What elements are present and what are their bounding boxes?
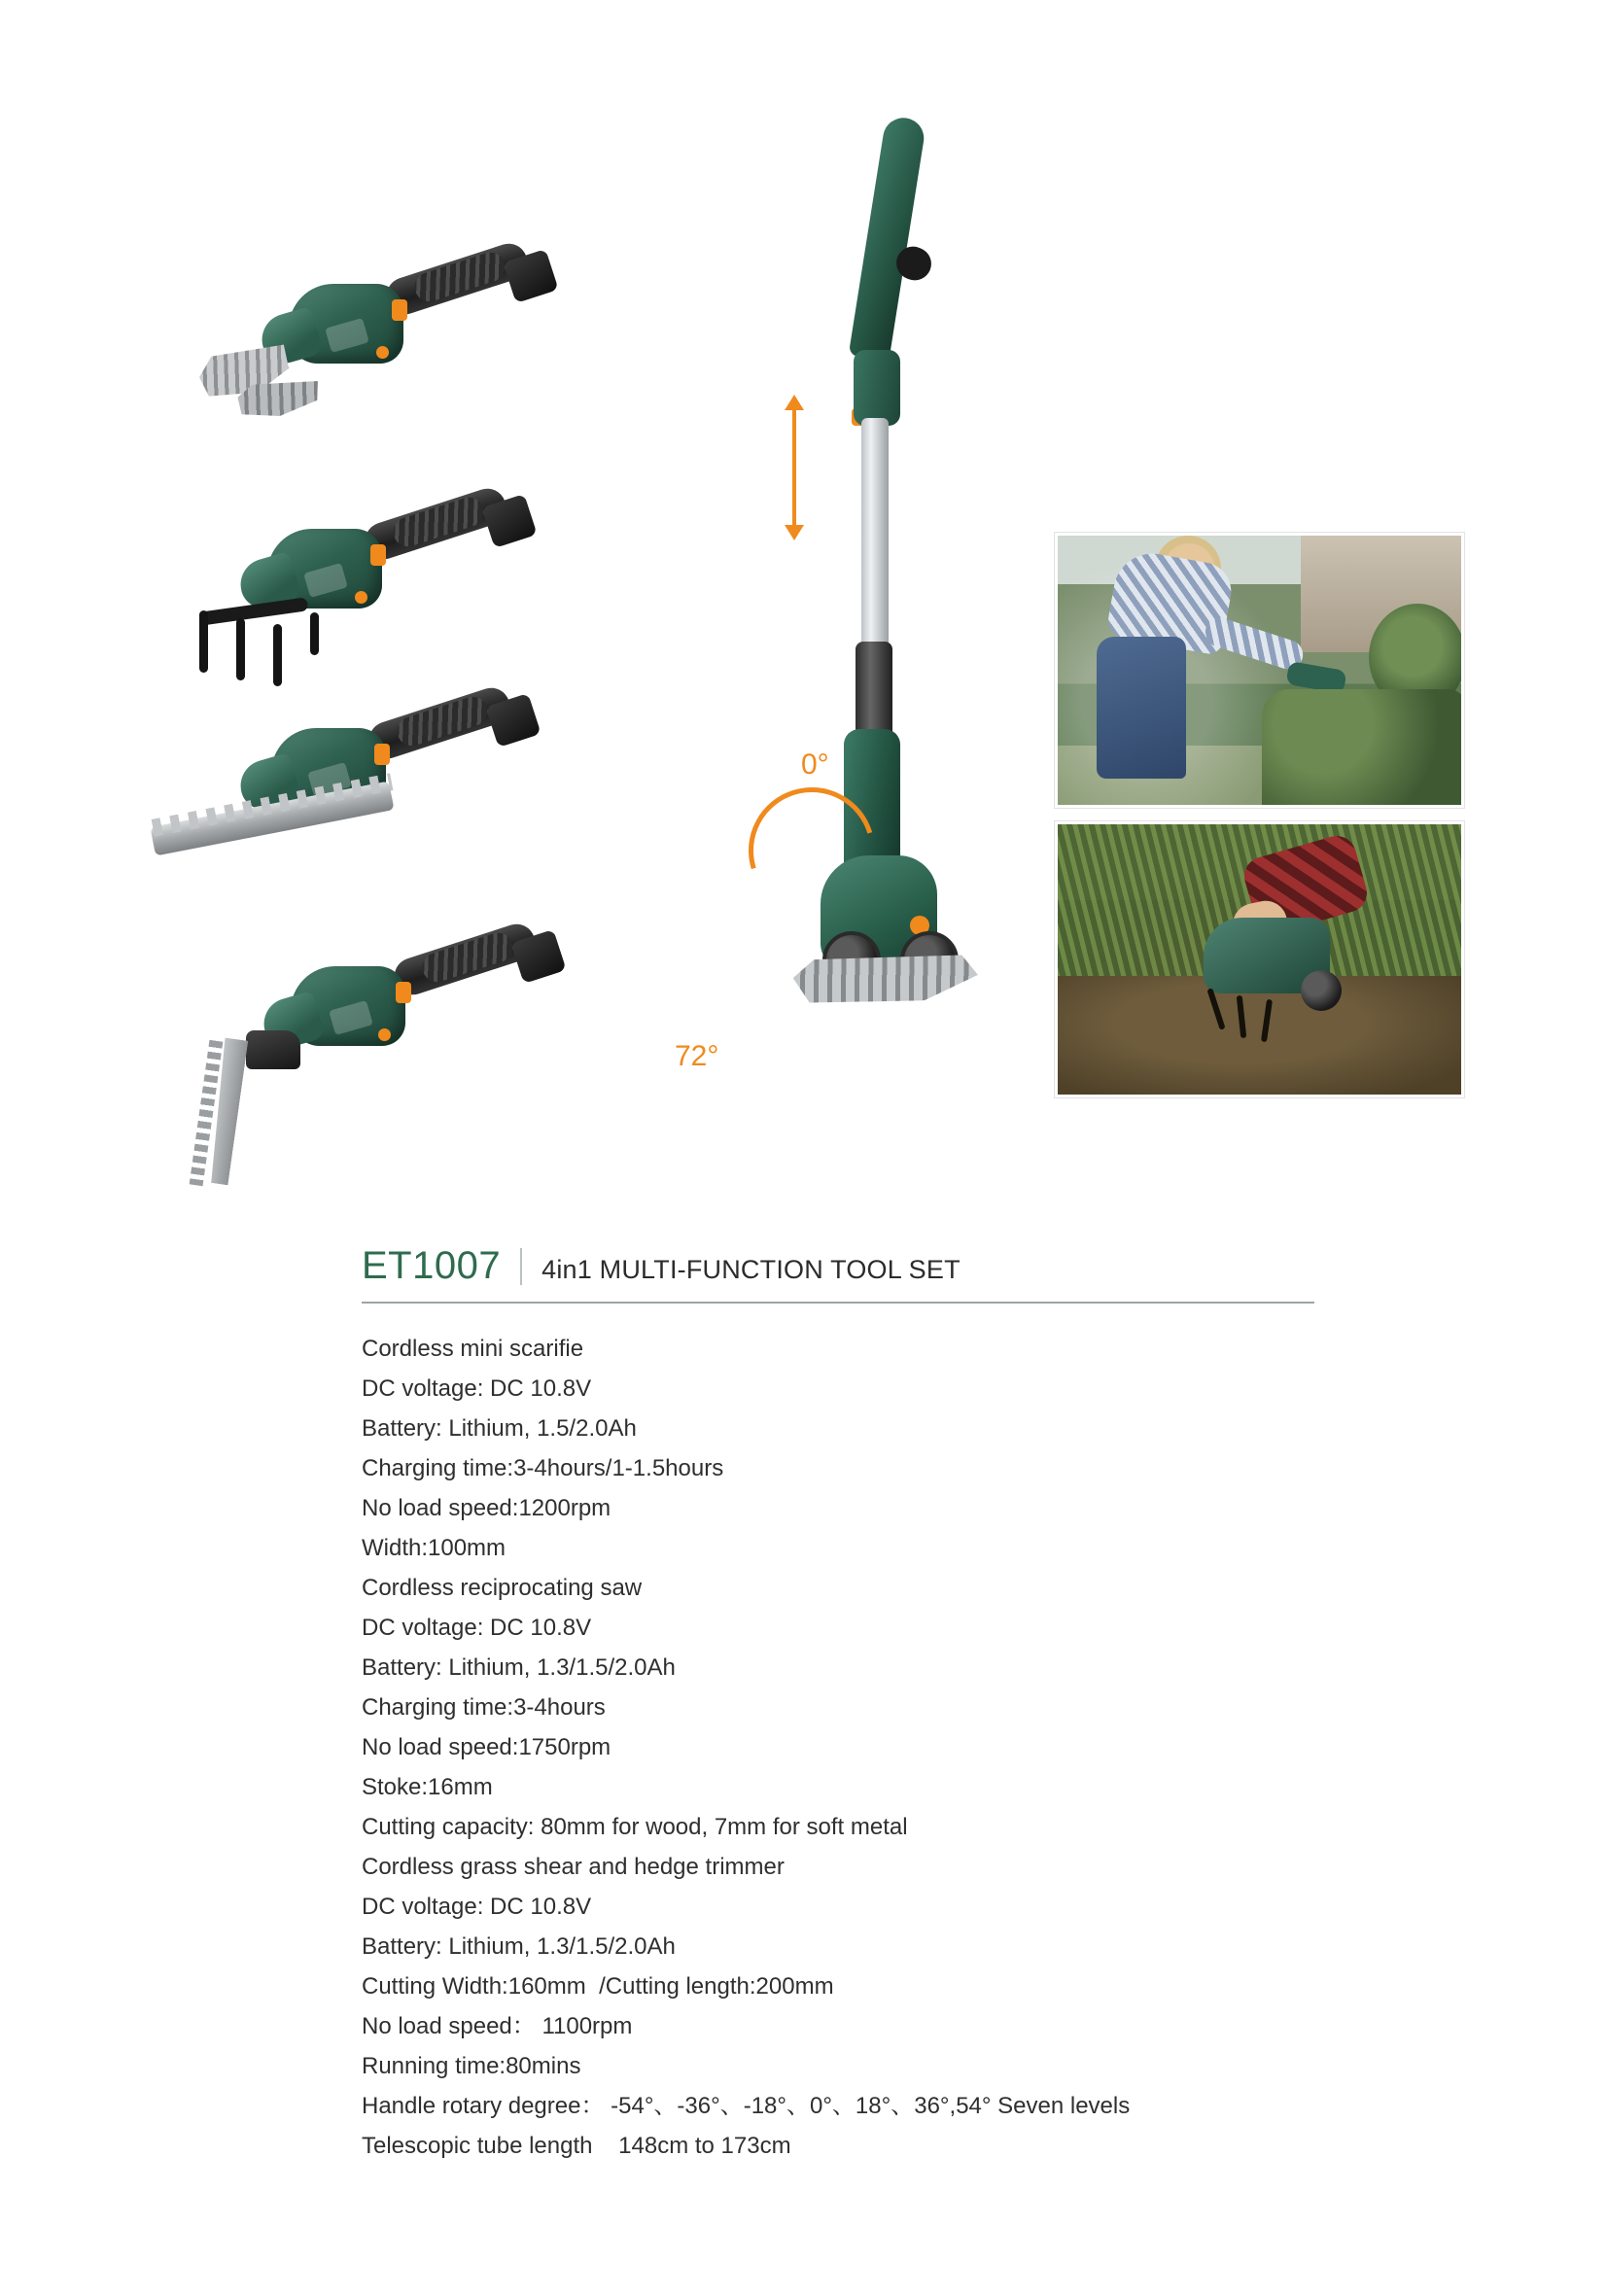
release-dot bbox=[378, 1028, 391, 1041]
pole-shear-blade bbox=[791, 948, 979, 1009]
release-dot bbox=[376, 346, 389, 359]
telescopic-tube bbox=[861, 418, 889, 661]
pole-top-handle bbox=[849, 115, 927, 361]
spec-line: Battery: Lithium, 1.5/2.0Ah bbox=[362, 1415, 637, 1442]
spec-line: Running time:80mins bbox=[362, 2053, 581, 2079]
spec-line: Cordless mini scarifie bbox=[362, 1336, 584, 1362]
spec-line: Width:100mm bbox=[362, 1535, 507, 1561]
spec-line: Cordless grass shear and hedge trimmer bbox=[362, 1854, 785, 1880]
lock-button bbox=[392, 299, 407, 321]
extension-arrow-icon bbox=[792, 408, 796, 527]
cultivator-tine bbox=[310, 612, 319, 655]
cultivator-tine bbox=[273, 624, 282, 686]
pole-collar bbox=[854, 350, 900, 426]
tool-grass-shear bbox=[219, 243, 569, 428]
specification-list bbox=[362, 1329, 1314, 2166]
spec-line: Telescopic tube length 148cm to 173cm bbox=[362, 2133, 791, 2159]
product-title: 4in1 MULTI-FUNCTION TOOL SET bbox=[541, 1255, 961, 1284]
tool-reciprocating-saw bbox=[219, 933, 608, 1176]
tool-hedge-trimmer bbox=[180, 695, 588, 919]
spec-line: DC voltage: DC 10.8V bbox=[362, 1615, 592, 1641]
spec-line: Handle rotary degree： -54°、-36°、-18°、0°、18°、36°,54° Seven levels bbox=[362, 2093, 1131, 2119]
spec-line: Stoke:16mm bbox=[362, 1774, 493, 1800]
lock-button bbox=[374, 744, 390, 765]
spec-line: Cutting capacity: 80mm for wood, 7mm for soft metal bbox=[362, 1814, 908, 1840]
photo-hand-using-cultivator bbox=[1055, 821, 1464, 1097]
spec-line: DC voltage: DC 10.8V bbox=[362, 1894, 592, 1920]
spec-line: Cordless reciprocating saw bbox=[362, 1575, 643, 1601]
spec-line: No load speed:1200rpm bbox=[362, 1495, 611, 1521]
spec-line: Battery: Lithium, 1.3/1.5/2.0Ah bbox=[362, 1933, 676, 1960]
release-dot bbox=[355, 591, 367, 604]
lock-button bbox=[370, 544, 386, 566]
tool-mini-cultivator bbox=[190, 496, 559, 719]
photo2-wheel bbox=[1301, 970, 1342, 1011]
title-divider bbox=[520, 1248, 522, 1285]
spec-line: Charging time:3-4hours bbox=[362, 1694, 606, 1721]
photo1-legs bbox=[1097, 637, 1186, 779]
angle-label-bottom: 72° bbox=[675, 1040, 719, 1072]
photo1-hedge bbox=[1262, 689, 1464, 806]
spec-line: No load speed： 1100rpm bbox=[362, 2013, 633, 2039]
photo-woman-trimming-hedge bbox=[1055, 533, 1464, 808]
product-model: ET1007 bbox=[362, 1244, 502, 1287]
spec-line: Cutting Width:160mm /Cutting length:200mm bbox=[362, 1973, 834, 2000]
specification-block bbox=[362, 1244, 1314, 2166]
product-title-row bbox=[362, 1244, 1314, 1304]
lock-button bbox=[396, 982, 411, 1003]
cultivator-tine bbox=[199, 610, 208, 673]
spec-line: DC voltage: DC 10.8V bbox=[362, 1375, 592, 1402]
spec-line: Charging time:3-4hours/1-1.5hours bbox=[362, 1455, 724, 1481]
photo2-soil bbox=[1058, 976, 1461, 1095]
tool-telescopic-pole-grass-shear bbox=[675, 117, 1060, 1137]
cultivator-tine bbox=[236, 618, 245, 680]
angle-label-top: 0° bbox=[801, 748, 829, 781]
spec-line: Battery: Lithium, 1.3/1.5/2.0Ah bbox=[362, 1654, 676, 1681]
spec-line: No load speed:1750rpm bbox=[362, 1734, 611, 1760]
saw-shoe bbox=[246, 1030, 300, 1069]
